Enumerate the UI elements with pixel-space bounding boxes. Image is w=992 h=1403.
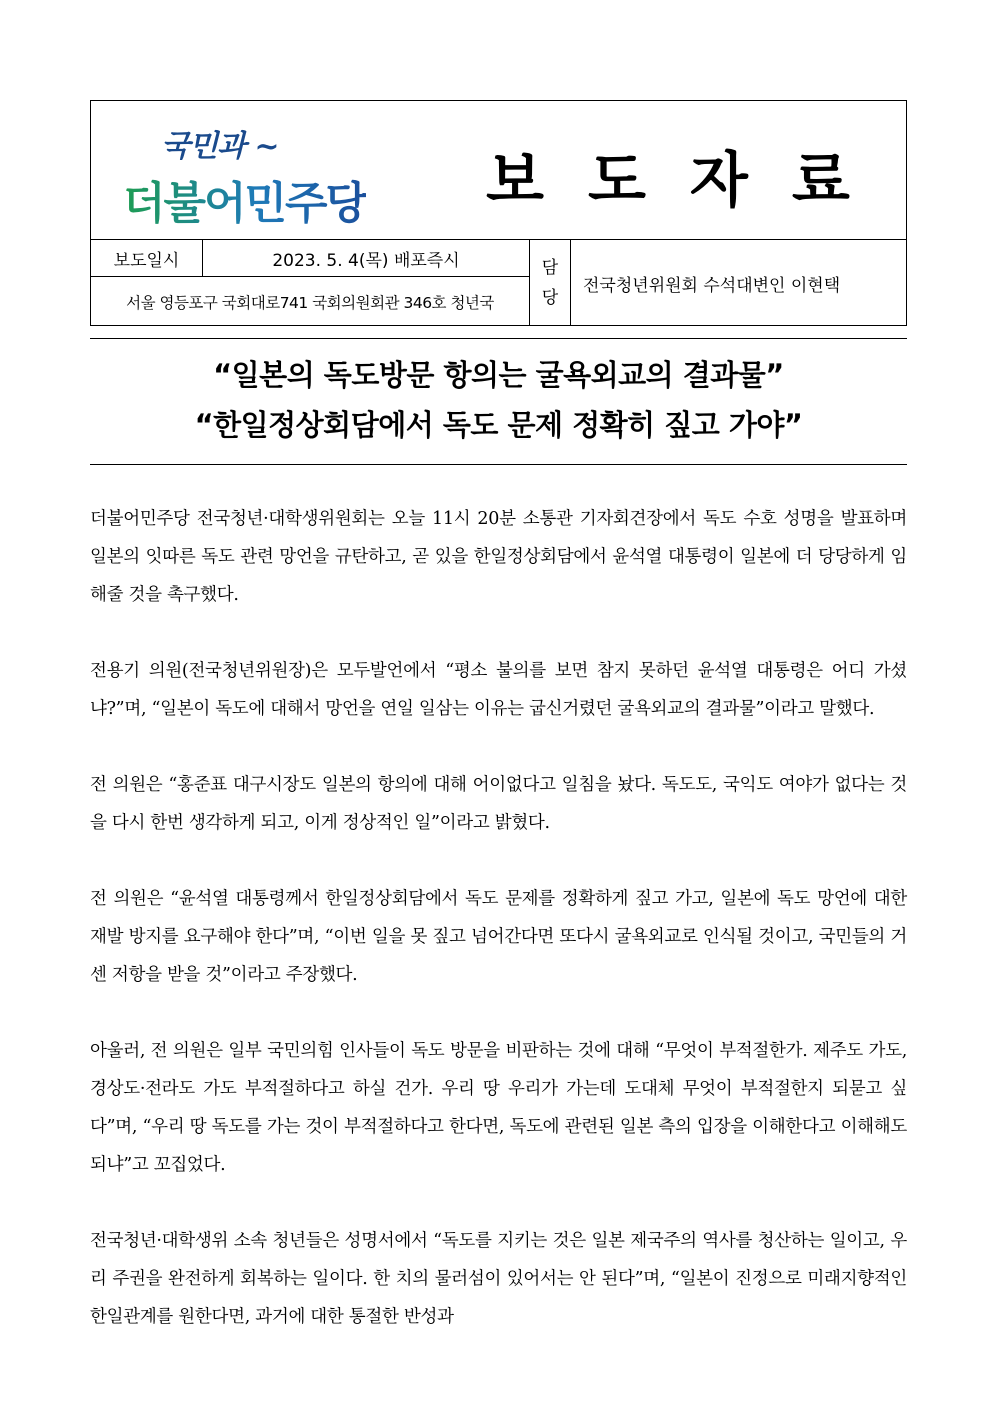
contact-person: 전국청년위원회 수석대변인 이현택 [583, 275, 841, 296]
article-body [90, 500, 907, 1374]
body-paragraph: 더불어민주당 전국청년·대학생위원회는 오늘 11시 20분 소통관 기자회견장에서 독도 수호 성명을 발표하며 일본의 잇따른 독도 관련 망언을 규탄하고, 곧 있을 한일정상회담에서 윤석열 대통령이 일본에 더 당당하게 임해줄 것을 촉구했다. [90, 509, 907, 605]
logo-party-name: 더불어민주당 [123, 167, 366, 231]
logo-slogan: 국민과 ~ [161, 129, 279, 164]
release-date-value: 2023. 5. 4(목) 배포즉시 [203, 240, 530, 277]
contact-label-char-2: 당 [541, 288, 559, 308]
party-logo [91, 101, 391, 239]
headline-line-2: “한일정상회담에서 독도 문제 정확히 짚고 가야” [194, 408, 803, 442]
press-release-header [90, 100, 907, 326]
body-paragraph: 아울러, 전 의원은 일부 국민의힘 인사들이 독도 방문을 비판하는 것에 대해 “무엇이 부적절한가. 제주도 가도, 경상도·전라도 가도 부적절하다고 하실 건가. 우리 땅 우리가 가는데 도대체 무엇이 부적절한지 되묻고 싶다”며, “우리 땅 독도를 가는 것이 부적절하다고 한다면, 독도에 관련된 일본 측의 입장을 이해한다고 이해해도 되냐”고 꼬집었다. [90, 1041, 907, 1175]
contact-label [530, 240, 571, 326]
office-address: 서울 영등포구 국회대로741 국회의원회관 346호 청년국 [91, 277, 530, 326]
headline-top-divider [90, 338, 907, 339]
body-paragraph: 전 의원은 “홍준표 대구시장도 일본의 항의에 대해 어이없다고 일침을 놨다. 독도도, 국익도 여야가 없다는 것을 다시 한번 생각하게 되고, 이게 정상적인 일”이라고 밝혔다. [90, 775, 907, 833]
body-paragraph: 전용기 의원(전국청년위원장)은 모두발언에서 “평소 불의를 보면 참지 못하던 윤석열 대통령은 어디 가셨냐?”며, “일본이 독도에 대해서 망언을 연일 일삼는 이유는 굽신거렸던 굴욕외교의 결과물”이라고 말했다. [90, 661, 907, 719]
info-table [91, 239, 906, 325]
headline-line-1: “일본의 독도방문 항의는 굴욕외교의 결과물” [213, 358, 784, 392]
body-paragraph: 전국청년·대학생위 소속 청년들은 성명서에서 “독도를 지키는 것은 일본 제국주의 역사를 청산하는 일이고, 우리 주권을 완전하게 회복하는 일이다. 한 치의 물러섬이 있어서는 안 된다”며, “일본이 진정으로 미래지향적인 한일관계를 원한다면, 과거에 대한 통절한 반성과 [90, 1231, 907, 1327]
contact-label-char-1: 담 [541, 258, 559, 278]
press-release-title: 보도자료 [486, 146, 894, 216]
release-date-label: 보도일시 [91, 240, 203, 277]
body-paragraph: 전 의원은 “윤석열 대통령께서 한일정상회담에서 독도 문제를 정확하게 짚고 가고, 일본에 독도 망언에 대한 재발 방지를 요구해야 한다”며, “이번 일을 못 짚고 넘어간다면 또다시 굴욕외교로 인식될 것이고, 국민들의 거센 저항을 받을 것”이라고 주장했다. [90, 889, 907, 985]
headline-bottom-divider [90, 464, 907, 465]
